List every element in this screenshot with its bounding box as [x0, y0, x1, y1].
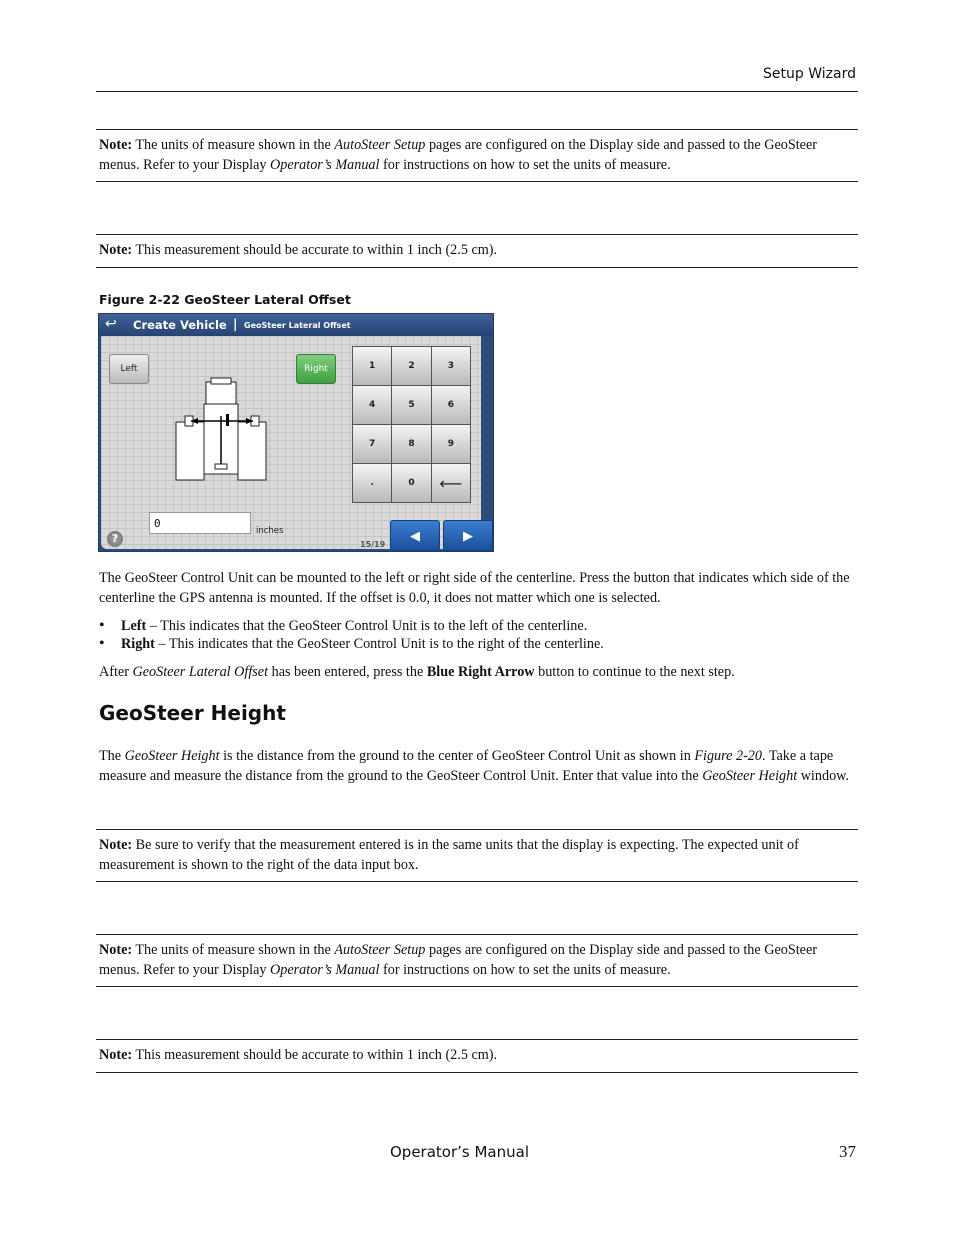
note-bottom-rule	[96, 986, 858, 987]
note-units-1: Note: The units of measure shown in the AutoSteer Setup pages are configured on the Display side and passed to the GeoSteer menus. Refer to your Display Operator’s Manual for instructions on how to set the units of measure.	[99, 137, 818, 173]
note-top-rule	[96, 829, 858, 830]
paragraph-continue: After GeoSteer Lateral Offset has been entered, press the Blue Right Arrow button to continue to the next step.	[99, 664, 735, 680]
help-icon[interactable]: ?	[107, 531, 123, 547]
tractor-diagram-icon	[171, 376, 271, 486]
paragraph-mounting: The GeoSteer Control Unit can be mounted to the left or right side of the centerline. Press the button that indicates which side of the centerline the GPS antenna is mounted. If the offset is 0.0, it does not matter which one is selected.	[99, 570, 850, 606]
key-4[interactable]: 4	[353, 386, 391, 424]
backspace-key[interactable]	[432, 464, 470, 502]
key-3[interactable]: 3	[432, 347, 470, 385]
note-top-rule	[96, 129, 858, 130]
note-top-rule	[96, 234, 858, 235]
screen-title-bar	[99, 314, 493, 336]
screen-title: Create Vehicle	[133, 318, 227, 332]
left-button[interactable]: Left	[109, 354, 149, 384]
bullet-icon: •	[99, 617, 105, 634]
note-verify-units: Note: Be sure to verify that the measurement entered is in the same units that the display is expecting. The expected unit of measurement is shown to the right of the data input box.	[99, 837, 799, 873]
key-2[interactable]: 2	[392, 347, 430, 385]
footer-title: Operator’s Manual	[390, 1143, 529, 1161]
note-bottom-rule	[96, 881, 858, 882]
backspace-arrow-icon: ⟵	[439, 473, 463, 493]
title-separator: |	[233, 317, 238, 331]
note-bottom-rule	[96, 267, 858, 268]
numeric-keypad	[352, 346, 471, 503]
key-0[interactable]: 0	[392, 464, 430, 502]
page-number: 37	[839, 1142, 856, 1161]
key-7[interactable]: 7	[353, 425, 391, 463]
key-8[interactable]: 8	[392, 425, 430, 463]
back-icon[interactable]: ↩	[105, 316, 117, 332]
note-accuracy-1: Note: This measurement should be accurate to within 1 inch (2.5 cm).	[99, 242, 498, 258]
running-header: Setup Wizard	[763, 66, 856, 82]
offset-input[interactable]: 0	[149, 512, 251, 534]
note-top-rule	[96, 934, 858, 935]
figure-caption: Figure 2-22 GeoSteer Lateral Offset	[99, 292, 351, 307]
right-arrow-icon: ▶	[463, 527, 473, 543]
bullet-icon: •	[99, 635, 105, 652]
page-indicator: 15/19	[360, 540, 386, 549]
screen-body	[101, 336, 481, 549]
next-arrow-button[interactable]	[443, 520, 493, 551]
note-bottom-rule	[96, 181, 858, 182]
note-top-rule	[96, 1039, 858, 1040]
paragraph-height: The GeoSteer Height is the distance from the ground to the center of GeoSteer Control Unit as shown in Figure 2-20. Take a tape measure and measure the distance from the ground to the GeoSteer Control Unit. Enter that value into the GeoSteer Height window.	[99, 748, 850, 784]
key-5[interactable]: 5	[392, 386, 430, 424]
section-heading: GeoSteer Height	[99, 701, 286, 725]
geosteer-lateral-offset-screen	[98, 313, 494, 552]
back-arrow-button[interactable]	[390, 520, 440, 551]
key-1[interactable]: 1	[353, 347, 391, 385]
screen-subtitle: GeoSteer Lateral Offset	[244, 321, 351, 330]
header-rule	[96, 91, 858, 92]
key-decimal[interactable]: .	[353, 464, 391, 502]
key-9[interactable]: 9	[432, 425, 470, 463]
units-label: inches	[256, 526, 284, 536]
key-6[interactable]: 6	[432, 386, 470, 424]
right-button[interactable]: Right	[296, 354, 336, 384]
note-bottom-rule	[96, 1072, 858, 1073]
note-accuracy-2: Note: This measurement should be accurate to within 1 inch (2.5 cm).	[99, 1047, 498, 1063]
left-arrow-icon: ◀	[410, 527, 420, 543]
note-units-2: Note: The units of measure shown in the AutoSteer Setup pages are configured on the Display side and passed to the GeoSteer menus. Refer to your Display Operator’s Manual for instructions on how to set the units of measure.	[99, 942, 818, 978]
note-label: Note:	[99, 137, 133, 153]
